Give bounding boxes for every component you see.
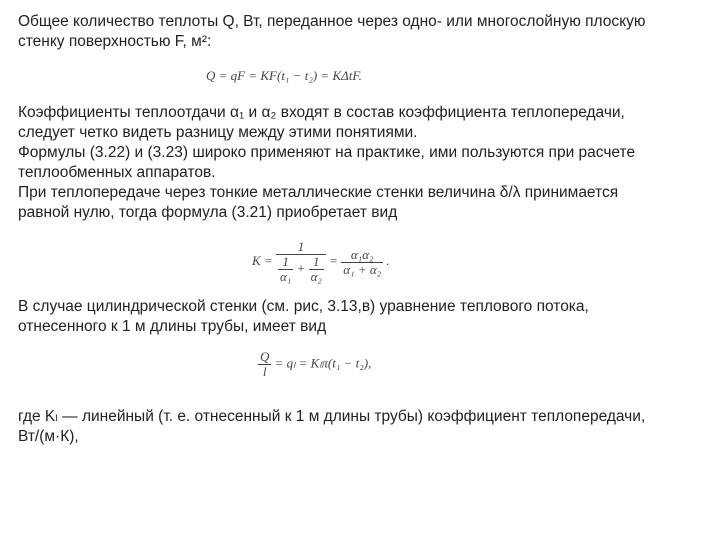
fraction-inverse-alpha1 bbox=[278, 255, 293, 284]
text-line: следует четко видеть разницу между этими понятиями. bbox=[18, 124, 418, 141]
fraction-numerator: 1 bbox=[309, 255, 324, 270]
formula-lhs: K = bbox=[252, 252, 273, 268]
text-line: В случае цилиндрической стенки (см. рис, 3.13,в) уравнение теплового потока, bbox=[18, 298, 589, 315]
fraction-denominator bbox=[276, 255, 326, 284]
fraction-one-over-sum bbox=[276, 240, 326, 284]
formula-heat-transfer-coefficient bbox=[252, 240, 390, 284]
fraction-denominator: α₁ bbox=[279, 269, 292, 284]
fraction-denominator: α₁ + α₂ bbox=[343, 261, 382, 277]
text-line: Коэффициенты теплоотдачи α₁ и α₂ входят в состав коэффициента теплопередачи, bbox=[18, 104, 625, 121]
paragraph-heat-coefficients bbox=[18, 103, 708, 223]
equals-sign: = bbox=[329, 252, 338, 268]
fraction-denominator: l bbox=[262, 364, 267, 379]
fraction-numerator: Q bbox=[260, 349, 270, 364]
fraction-numerator: 1 bbox=[276, 240, 326, 255]
formula-total-heat: Q = qF = KF(t₁ − t₂) = KΔtF. bbox=[206, 68, 362, 83]
text-line: Формулы (3.22) и (3.23) широко применяют на практике, ими пользуются при расчете bbox=[18, 144, 636, 161]
formula-end: . bbox=[386, 252, 390, 268]
fraction-q-over-l bbox=[258, 350, 271, 379]
text-line: При теплопередаче через тонкие металлические стенки величина δ/λ принимается bbox=[18, 184, 619, 201]
text-line: отнесенного к 1 м длины трубы, имеет вид bbox=[18, 318, 327, 335]
paragraph-total-heat bbox=[18, 12, 708, 52]
fraction-numerator: 1 bbox=[278, 255, 293, 270]
fraction-denominator: α₂ bbox=[310, 269, 322, 284]
plus-sign: + bbox=[296, 260, 306, 276]
text-line: Общее количество теплоты Q, Вт, переданное через одно- или многослойную плоскую bbox=[18, 13, 646, 30]
text-line: теплообменных аппаратов. bbox=[18, 164, 216, 181]
fraction-numerator: α₁α₂ bbox=[341, 248, 383, 263]
fraction-inverse-alpha2 bbox=[309, 255, 324, 284]
formula-linear-heat-flow bbox=[258, 350, 371, 379]
text-line: равной нулю, тогда формула (3.21) приобретает вид bbox=[18, 204, 398, 221]
paragraph-cylindrical-wall bbox=[18, 297, 708, 337]
fraction-alpha-product bbox=[341, 248, 383, 277]
formula-rest: = qₗ = Kₗπ(t₁ − t₂), bbox=[274, 355, 372, 371]
text-line: Вт/(м·К), bbox=[18, 428, 79, 445]
paragraph-linear-coefficient bbox=[18, 407, 708, 447]
text-line: стенку поверхностью F, м²: bbox=[18, 33, 212, 50]
text-line: где Kₗ — линейный (т. е. отнесенный к 1 м длины трубы) коэффициент теплопередачи, bbox=[18, 408, 646, 425]
